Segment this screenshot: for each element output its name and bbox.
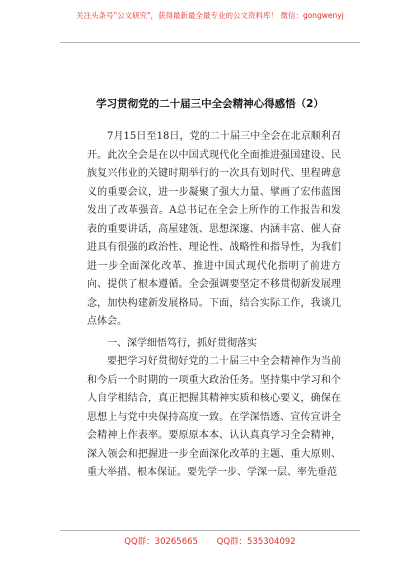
document-title: 学习贯彻党的二十届三中全会精神心得感悟（2） bbox=[96, 98, 324, 110]
section-paragraph: 要把学习好贯彻好党的二十届三中全会精神作为当前和今后一个时期的一项重大政治任务。坚持集中学习和个人自学相结合，真正把握其精神实质和核心要义，确保在思想上与党中央保持高度一致。在学深悟透、宣传宣讲全会精神上作表率。要原原本本、认认真真学习全会精神，深入领会和把握进一步全面深化改革的主题、重大原则、重大举措、根本保证。要先学一步、学深一层、率先垂范 bbox=[87, 356, 341, 478]
footer-qq-group-2: QQ群：535304092 bbox=[216, 537, 296, 547]
header-divider bbox=[60, 42, 360, 43]
footer-qq-group-1: QQ群：30265665 bbox=[124, 537, 198, 547]
section-heading: 一、深学细悟笃行，抓好贯彻落实 bbox=[107, 337, 257, 349]
header-banner: 关注头条号"公文研究"，获得最新最全最专业的公文资料库！ 微信：gongwenyj bbox=[76, 11, 344, 20]
intro-paragraph: 7月15日至18日，党的二十届三中全会在北京顺利召开。此次全会是在以中国式现代化全面推进强国建设、民族复兴伟业的关键时期举行的一次具有划时代、里程碑意义的重要会议，进一步凝聚了强大力量、擘画了宏伟蓝图发出了改革强音。A总书记在全会上所作的工作报告和发表的重要讲话，高屋建瓴、思想深邃、内涵丰富、催人奋进具有很强的政治性、理论性、战略性和指导性，为我们进一步全面深化改革、推进中国式现代化指明了前进方向、提供了根本遵循。全会强调要坚定不移贯彻新发展理念，加快构建新发展格局。下面，结合实际工作，我谈几点体会。 bbox=[87, 131, 341, 327]
document-body bbox=[87, 128, 341, 483]
footer-contacts bbox=[60, 535, 360, 547]
footer-divider bbox=[60, 530, 360, 531]
